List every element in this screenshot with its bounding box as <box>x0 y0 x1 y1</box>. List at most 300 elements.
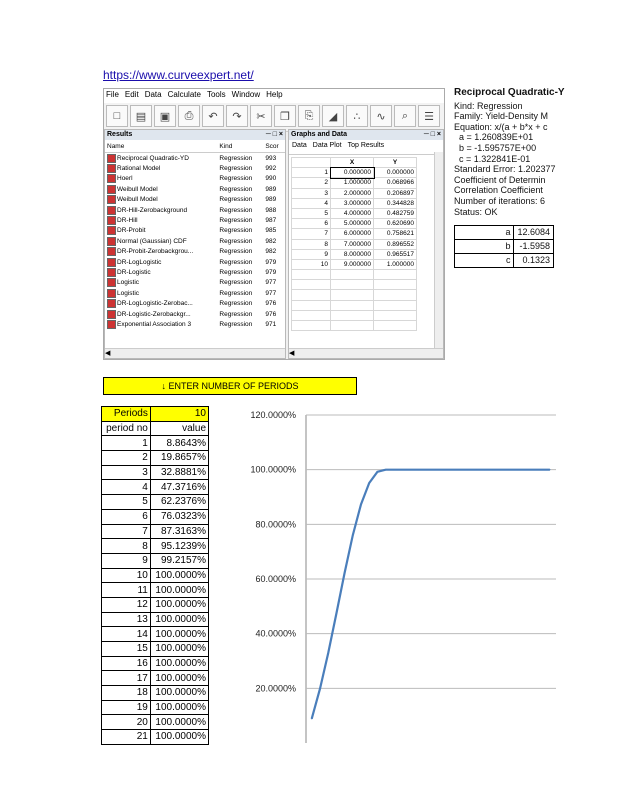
period-value: 19.8657% <box>150 451 208 466</box>
results-row[interactable] <box>105 215 285 225</box>
regression-info <box>454 88 618 268</box>
y-tick-label: 80.0000% <box>255 519 296 530</box>
data-cell[interactable]: 6.000000 <box>331 229 374 239</box>
results-cell <box>263 174 285 184</box>
period-number: 9 <box>102 553 151 568</box>
results-cell <box>105 309 217 319</box>
results-cell-text: 979 <box>265 258 277 266</box>
results-cell <box>217 278 263 288</box>
paste-icon[interactable]: ⎘ <box>298 105 320 127</box>
data-cell[interactable]: 0.620690 <box>374 219 417 229</box>
menu-file[interactable]: File <box>106 90 119 99</box>
results-cell-text: Weibull Model <box>117 186 158 194</box>
results-cell <box>217 319 263 329</box>
data-cell[interactable] <box>374 310 417 320</box>
data-cell[interactable] <box>331 321 374 331</box>
data-cell[interactable] <box>331 270 374 280</box>
y-tick-label: 100.0000% <box>250 464 296 475</box>
results-scrollbar[interactable]: ◀ <box>105 348 285 358</box>
coefficient-name: b <box>455 240 514 254</box>
menu-data[interactable]: Data <box>144 90 162 99</box>
data-row[interactable] <box>292 208 417 218</box>
regression-line: Coefficient of Determin <box>454 174 546 185</box>
period-number: 1 <box>102 436 151 451</box>
data-cell[interactable]: 8 <box>292 239 331 249</box>
regression-line: Correlation Coefficient <box>454 185 543 196</box>
curveexpert-link[interactable]: https://www.curveexpert.net/ <box>103 68 254 82</box>
data-point <box>525 469 526 470</box>
period-row <box>102 612 209 627</box>
results-cell-text: 982 <box>265 237 277 245</box>
graphs-window-controls[interactable]: ─ □ × <box>423 131 441 138</box>
results-cell <box>263 163 285 173</box>
data-cell[interactable]: 0.896552 <box>374 239 417 249</box>
results-cell <box>263 267 285 277</box>
open-folder-icon[interactable]: ▤ <box>130 105 152 127</box>
data-cell[interactable] <box>374 290 417 300</box>
period-value: 100.0000% <box>150 627 208 642</box>
period-row <box>102 436 209 451</box>
period-row <box>102 700 209 715</box>
results-row[interactable] <box>105 163 285 173</box>
period-value: 100.0000% <box>150 730 208 745</box>
data-row[interactable] <box>292 178 417 188</box>
zoom-icon[interactable]: ⌕ <box>394 105 416 127</box>
menu-window[interactable]: Window <box>231 90 261 99</box>
data-row[interactable] <box>292 188 417 198</box>
menu-help[interactable]: Help <box>266 90 283 99</box>
data-cell[interactable] <box>292 321 331 331</box>
results-cell <box>105 278 217 288</box>
results-cell <box>217 174 263 184</box>
results-cell-text: 977 <box>265 289 277 297</box>
data-cell[interactable]: 2 <box>292 178 331 188</box>
data-col-header: X <box>331 158 374 168</box>
period-number: 2 <box>102 451 151 466</box>
results-cell <box>105 257 217 267</box>
data-point <box>475 469 476 470</box>
scatter-icon[interactable]: ∴ <box>346 105 368 127</box>
results-cell-text: Exponential Association 3 <box>117 321 192 329</box>
period-row <box>102 686 209 701</box>
data-row[interactable] <box>292 198 417 208</box>
results-cell <box>217 184 263 194</box>
results-cell <box>263 153 285 164</box>
tab-top-results[interactable]: Top Results <box>347 142 385 149</box>
y-tick-label: 120.0000% <box>250 410 296 420</box>
results-cell <box>105 195 217 205</box>
results-row[interactable] <box>105 319 285 329</box>
results-cell-text: Reciprocal Quadratic-YD <box>117 154 189 162</box>
y-tick-label: 60.0000% <box>255 574 296 584</box>
data-cell[interactable]: 6 <box>292 219 331 229</box>
period-row <box>102 539 209 554</box>
period-row <box>102 671 209 686</box>
data-cell[interactable]: 0.482759 <box>374 208 417 218</box>
results-col-header[interactable]: Scor <box>263 140 285 153</box>
data-point <box>533 469 534 470</box>
results-cell <box>263 236 285 246</box>
period-value: 100.0000% <box>150 612 208 627</box>
data-point <box>377 471 378 472</box>
results-cell-text: 979 <box>265 268 277 276</box>
data-point <box>541 469 542 470</box>
data-point <box>492 469 493 470</box>
data-cell[interactable] <box>292 270 331 280</box>
data-col-header: Y <box>374 158 417 168</box>
periods-input[interactable]: 10 <box>150 407 208 422</box>
period-number: 5 <box>102 495 151 510</box>
data-cell[interactable]: 3.000000 <box>331 198 374 208</box>
period-number: 11 <box>102 583 151 598</box>
data-cell[interactable] <box>292 290 331 300</box>
results-cell <box>263 288 285 298</box>
results-cell-text: Regression <box>219 165 253 173</box>
results-cell <box>263 319 285 329</box>
series-line <box>312 470 550 719</box>
data-cell[interactable]: 7.000000 <box>331 239 374 249</box>
period-number: 6 <box>102 509 151 524</box>
period-value: 95.1239% <box>150 539 208 554</box>
results-table <box>105 140 285 330</box>
results-cell-text: Logistic <box>117 289 140 297</box>
results-cell <box>105 205 217 215</box>
data-cell[interactable]: 0.965517 <box>374 249 417 259</box>
period-number: 20 <box>102 715 151 730</box>
results-row[interactable] <box>105 298 285 308</box>
value-header: value <box>150 421 208 436</box>
menu-tools[interactable]: Tools <box>206 90 226 99</box>
period-number: 13 <box>102 612 151 627</box>
model-icon <box>107 174 116 183</box>
results-cell <box>105 226 217 236</box>
model-icon <box>107 216 116 225</box>
y-tick-label: 20.0000% <box>255 683 296 694</box>
period-row <box>102 568 209 583</box>
results-cell-text: DR-Probit <box>117 227 146 235</box>
data-row[interactable] <box>292 310 417 320</box>
results-row[interactable] <box>105 288 285 298</box>
data-cell[interactable]: 0.758621 <box>374 229 417 239</box>
results-cell-text: Regression <box>219 300 253 308</box>
results-cell-text: 976 <box>265 300 277 308</box>
copy-icon[interactable]: ❐ <box>274 105 296 127</box>
new-file-icon[interactable]: □ <box>106 105 128 127</box>
data-cell[interactable]: 1.000000 <box>331 178 374 188</box>
results-row[interactable] <box>105 184 285 194</box>
results-row[interactable] <box>105 174 285 184</box>
data-cell[interactable]: 8.000000 <box>331 249 374 259</box>
data-hscrollbar[interactable]: ◀ <box>289 348 443 358</box>
coefficient-row <box>455 254 554 268</box>
results-col-header[interactable]: Kind <box>217 140 263 153</box>
results-cell-text: Regression <box>219 289 253 297</box>
data-cell[interactable]: 10 <box>292 259 331 269</box>
graphs-tabs <box>289 140 443 155</box>
period-row <box>102 553 209 568</box>
period-row <box>102 480 209 495</box>
data-point <box>434 469 435 470</box>
model-icon <box>107 278 116 287</box>
results-row[interactable] <box>105 226 285 236</box>
results-cell <box>263 257 285 267</box>
data-row[interactable] <box>292 270 417 280</box>
results-cell-text: Regression <box>219 185 253 193</box>
report-icon[interactable]: ☰ <box>418 105 440 127</box>
period-number: 4 <box>102 480 151 495</box>
results-cell <box>263 184 285 194</box>
coefficient-value: 0.1323 <box>514 254 554 268</box>
regression-line: Standard Error: 1.202377 <box>454 164 556 175</box>
enter-periods-banner: ↓ ENTER NUMBER OF PERIODS <box>103 377 357 395</box>
period-number: 10 <box>102 568 151 583</box>
data-vscrollbar[interactable] <box>434 152 443 348</box>
data-cell[interactable] <box>374 300 417 310</box>
regression-line: Status: OK <box>454 206 498 217</box>
results-row[interactable] <box>105 278 285 288</box>
period-value: 100.0000% <box>150 700 208 715</box>
period-number: 16 <box>102 656 151 671</box>
results-window-controls[interactable]: ─ □ × <box>265 131 283 138</box>
data-cell[interactable] <box>374 280 417 290</box>
results-cell <box>263 226 285 236</box>
graphs-title: Graphs and Data <box>291 131 348 138</box>
undo-icon[interactable]: ↶ <box>202 105 224 127</box>
results-cell-text: Regression <box>219 175 253 183</box>
data-cell[interactable] <box>331 290 374 300</box>
data-cell[interactable]: 0.000000 <box>331 168 374 178</box>
period-value: 100.0000% <box>150 568 208 583</box>
model-icon <box>107 310 116 319</box>
results-cell-text: DR-LogLogistic-Zerobac... <box>117 300 193 308</box>
model-icon <box>107 195 116 204</box>
results-cell-text: Regression <box>219 268 253 276</box>
results-cell <box>105 174 217 184</box>
period-row <box>102 509 209 524</box>
period-value: 62.2376% <box>150 495 208 510</box>
results-cell <box>105 319 217 329</box>
results-row[interactable] <box>105 236 285 246</box>
data-cell[interactable]: 0.344828 <box>374 198 417 208</box>
model-icon <box>107 268 116 277</box>
data-cell[interactable] <box>292 300 331 310</box>
data-row[interactable] <box>292 259 417 269</box>
period-value: 100.0000% <box>150 671 208 686</box>
data-cell[interactable] <box>331 300 374 310</box>
results-cell-text: Regression <box>219 196 253 204</box>
period-row <box>102 597 209 612</box>
redo-icon[interactable]: ↷ <box>226 105 248 127</box>
results-cell-text: 993 <box>265 154 277 162</box>
data-point <box>418 469 419 470</box>
results-row[interactable] <box>105 205 285 215</box>
results-cell-text: 990 <box>265 175 277 183</box>
data-cell[interactable] <box>292 310 331 320</box>
cumulative-chart <box>238 403 558 745</box>
results-cell-text: 992 <box>265 165 277 173</box>
menu-calculate[interactable]: Calculate <box>167 90 201 99</box>
data-cell[interactable]: 1.000000 <box>374 259 417 269</box>
data-row[interactable] <box>292 290 417 300</box>
data-col-header <box>292 158 331 168</box>
data-cell[interactable] <box>292 280 331 290</box>
coefficient-name: a <box>455 226 514 240</box>
coefficient-value: 12.6084 <box>514 226 554 240</box>
period-value: 99.2157% <box>150 553 208 568</box>
results-row[interactable] <box>105 247 285 257</box>
tab-data-plot[interactable]: Data Plot <box>312 142 342 149</box>
model-icon <box>107 289 116 298</box>
period-number: 3 <box>102 465 151 480</box>
data-cell[interactable]: 7 <box>292 229 331 239</box>
data-point <box>484 469 485 470</box>
toolbar <box>104 103 444 132</box>
chart-icon[interactable]: ◢ <box>322 105 344 127</box>
data-point <box>467 469 468 470</box>
data-row[interactable] <box>292 168 417 178</box>
data-point <box>443 469 444 470</box>
results-row[interactable] <box>105 309 285 319</box>
results-cell <box>217 309 263 319</box>
results-col-header[interactable]: Name <box>105 140 217 153</box>
period-value: 76.0323% <box>150 509 208 524</box>
period-value: 100.0000% <box>150 597 208 612</box>
coefficient-table <box>454 225 554 268</box>
results-row[interactable] <box>105 267 285 277</box>
period-number: 18 <box>102 686 151 701</box>
data-point <box>352 535 353 536</box>
menu-bar <box>104 89 444 103</box>
period-row <box>102 730 209 745</box>
model-icon <box>107 154 116 163</box>
results-cell <box>217 247 263 257</box>
period-no-header: period no <box>102 421 151 436</box>
period-value: 100.0000% <box>150 583 208 598</box>
results-cell <box>105 215 217 225</box>
results-cell <box>217 195 263 205</box>
results-cell-text: DR-Probit-Zerobackgrou... <box>117 248 194 256</box>
results-cell <box>263 205 285 215</box>
coefficient-row <box>455 226 554 240</box>
data-row[interactable] <box>292 229 417 239</box>
data-cell[interactable]: 0.206897 <box>374 188 417 198</box>
periods-table <box>101 406 209 745</box>
results-cell <box>263 215 285 225</box>
results-cell-text: DR-Hill <box>117 217 138 225</box>
data-point <box>344 572 345 573</box>
results-cell-text: 987 <box>265 217 277 225</box>
results-cell-text: Regression <box>219 320 253 328</box>
data-cell[interactable]: 4 <box>292 198 331 208</box>
data-row[interactable] <box>292 249 417 259</box>
data-cell[interactable]: 1 <box>292 168 331 178</box>
data-point <box>451 469 452 470</box>
save-icon[interactable]: ▣ <box>154 105 176 127</box>
model-icon <box>107 320 116 329</box>
results-cell-text: 977 <box>265 279 277 287</box>
results-title: Results <box>107 131 133 138</box>
data-cell[interactable]: 0.068966 <box>374 178 417 188</box>
graphs-panel <box>288 129 444 359</box>
period-row <box>102 656 209 671</box>
data-point <box>410 469 411 470</box>
curve-icon[interactable]: ∿ <box>370 105 392 127</box>
data-point <box>426 469 427 470</box>
results-row[interactable] <box>105 257 285 267</box>
period-number: 19 <box>102 700 151 715</box>
tab-data[interactable]: Data <box>292 142 307 149</box>
data-cell[interactable]: 3 <box>292 188 331 198</box>
period-number: 12 <box>102 597 151 612</box>
regression-line: Number of iterations: 6 <box>454 195 546 206</box>
results-row[interactable] <box>105 153 285 164</box>
data-cell[interactable]: 5.000000 <box>331 219 374 229</box>
results-cell-text: DR-Logistic-Zerobackgr... <box>117 310 191 318</box>
results-cell-text: Regression <box>219 279 253 287</box>
data-point <box>401 469 402 470</box>
results-cell-text: 971 <box>265 320 277 328</box>
data-cell[interactable]: 5 <box>292 208 331 218</box>
period-value: 100.0000% <box>150 642 208 657</box>
data-cell[interactable]: 9 <box>292 249 331 259</box>
results-cell <box>263 195 285 205</box>
period-row <box>102 715 209 730</box>
menu-edit[interactable]: Edit <box>124 90 139 99</box>
period-row <box>102 524 209 539</box>
data-row[interactable] <box>292 321 417 331</box>
results-cell <box>217 257 263 267</box>
results-cell-text: 988 <box>265 206 277 214</box>
data-point <box>393 469 394 470</box>
results-cell <box>217 205 263 215</box>
data-point <box>516 469 517 470</box>
results-panel <box>104 129 286 359</box>
data-row[interactable] <box>292 239 417 249</box>
results-cell <box>217 226 263 236</box>
results-cell-text: Regression <box>219 248 253 256</box>
data-cell[interactable] <box>331 310 374 320</box>
data-cell[interactable]: 4.000000 <box>331 208 374 218</box>
period-value: 47.3716% <box>150 480 208 495</box>
model-icon <box>107 185 116 194</box>
data-cell[interactable] <box>374 270 417 280</box>
cut-icon[interactable]: ✂ <box>250 105 272 127</box>
data-cell[interactable]: 2.000000 <box>331 188 374 198</box>
regression-line: Equation: x/(a + b*x + c <box>454 121 548 132</box>
results-cell <box>217 163 263 173</box>
regression-title: Reciprocal Quadratic-Y <box>454 88 565 98</box>
data-point <box>311 718 312 719</box>
results-cell <box>263 278 285 288</box>
data-row[interactable] <box>292 219 417 229</box>
curveexpert-window <box>103 88 445 360</box>
data-cell[interactable] <box>374 321 417 331</box>
results-cell-text: 982 <box>265 248 277 256</box>
data-cell[interactable] <box>331 280 374 290</box>
data-row[interactable] <box>292 280 417 290</box>
regression-line: Kind: Regression <box>454 100 523 111</box>
data-cell[interactable]: 0.000000 <box>374 168 417 178</box>
data-row[interactable] <box>292 300 417 310</box>
period-value: 32.8881% <box>150 465 208 480</box>
data-cell[interactable]: 9.000000 <box>331 259 374 269</box>
results-row[interactable] <box>105 195 285 205</box>
print-icon[interactable]: ⎙ <box>178 105 200 127</box>
results-cell <box>263 247 285 257</box>
period-row <box>102 583 209 598</box>
results-cell-text: Weibull Model <box>117 196 158 204</box>
coefficient-row <box>455 240 554 254</box>
